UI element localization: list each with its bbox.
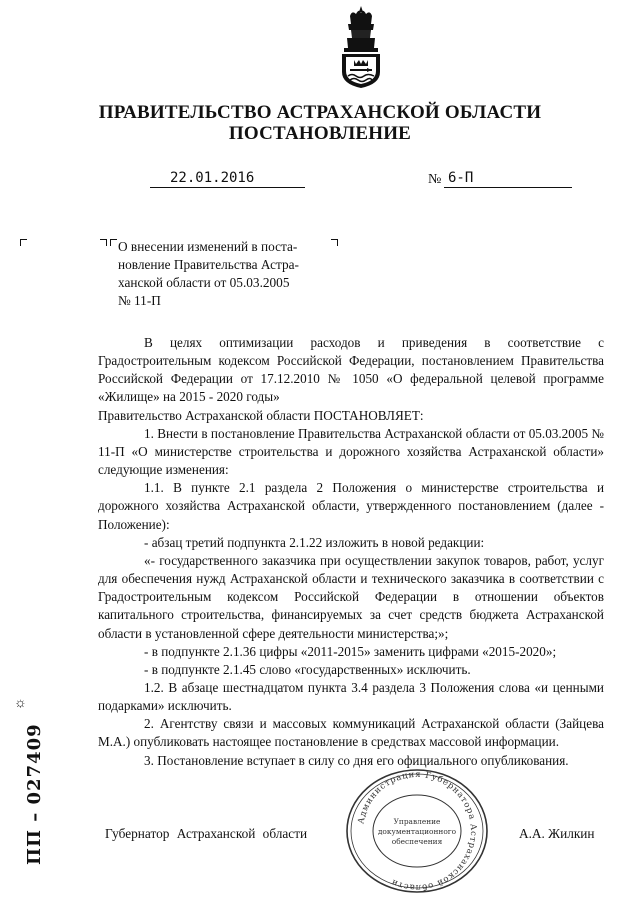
corner-mark xyxy=(100,239,107,246)
clause-paragraph: - в подпункте 2.1.45 слово «государственных» исключить. xyxy=(144,661,471,677)
signatory-name: А.А. Жилкин xyxy=(519,826,595,841)
clause-paragraph: - в подпункте 2.1.36 цифры «2011-2015» заменить цифрами «2015-2020»; xyxy=(144,643,557,659)
org-title: ПРАВИТЕЛЬСТВО АСТРАХАНСКОЙ ОБЛАСТИ xyxy=(98,102,542,123)
document-number: 6-П xyxy=(444,170,572,188)
seal-ring-text: Администрация Губернатора Астраханской области xyxy=(356,769,479,893)
preamble-paragraph: В целях оптимизации расходов и приведения в соответствие с Градостроительным кодексом Российской Федерации, постановлением Правительства Российской Федерации от 17.12.2010 № 1050 «О федеральной целевой программе «Жилище» на 2015 - 2020 годы» xyxy=(98,335,604,405)
subject-line: ханской области от 05.03.2005 xyxy=(118,275,290,290)
resolution-line: Правительство Астраханской области ПОСТАНОВЛЯЕТ: xyxy=(98,407,424,423)
corner-mark xyxy=(110,239,117,246)
document-date: 22.01.2016 xyxy=(150,170,305,188)
clause-paragraph: - абзац третий подпункта 2.1.22 изложить в новой редакции: xyxy=(144,534,485,550)
number-label: № xyxy=(428,172,442,187)
subject-line: № 11-П xyxy=(118,293,161,308)
signatory-title: Губернатор Астраханской области xyxy=(105,826,308,841)
side-sun-mark: ☼ xyxy=(14,696,27,711)
clause-paragraph: 1.2. В абзаце шестнадцатом пункта 3.4 раздела 3 Положения слова «и ценными подарками» исключить. xyxy=(98,679,604,714)
clause-paragraph: 3. Постановление вступает в силу со дня его официального опубликования. xyxy=(144,752,569,768)
document-subject xyxy=(118,238,344,310)
subject-line: новление Правительства Астра- xyxy=(118,257,299,272)
seal-center-line: обеспечения xyxy=(391,837,443,846)
official-seal-stamp xyxy=(344,768,490,894)
subject-line: О внесении изменений в поста- xyxy=(118,239,298,254)
document-body xyxy=(98,334,604,770)
coat-of-arms-emblem xyxy=(336,4,386,90)
seal-center-line: Управление xyxy=(393,817,441,826)
clause-paragraph: 2. Агентству связи и массовых коммуникаций Астраханской области (Зайцева М.А.) опубликовать настоящее постановление в средствах массовой информации. xyxy=(98,716,604,750)
clause-paragraph: «- государственного заказчика при осуществлении закупок товаров, работ, услуг для обеспечения нужд Астраханской области и технического заказчика в соответствии с Градостроительным кодексом Российской Федерации в отношении объектов капитального строительства, финансируемых за счет средств бюджета Астраханской области в установленной сфере деятельности министерства;»; xyxy=(98,552,604,641)
document-type: ПОСТАНОВЛЕНИЕ xyxy=(228,123,412,144)
seal-center-line: документационного xyxy=(377,827,457,836)
clause-paragraph: 1. Внести в постановление Правительства Астраханской области от 05.03.2005 № 11-П «О министерстве строительства и дорожного хозяйства Астраханской области» следующие изменения: xyxy=(98,425,604,478)
clause-paragraph: 1.1. В пункте 2.1 раздела 2 Положения о министерстве строительства и дорожного хозяйства Астраханской области, утвержденного постановлением (далее - Положение): xyxy=(98,480,604,532)
corner-mark xyxy=(20,239,27,246)
side-registration-code: ПП – 027409 xyxy=(24,723,45,865)
